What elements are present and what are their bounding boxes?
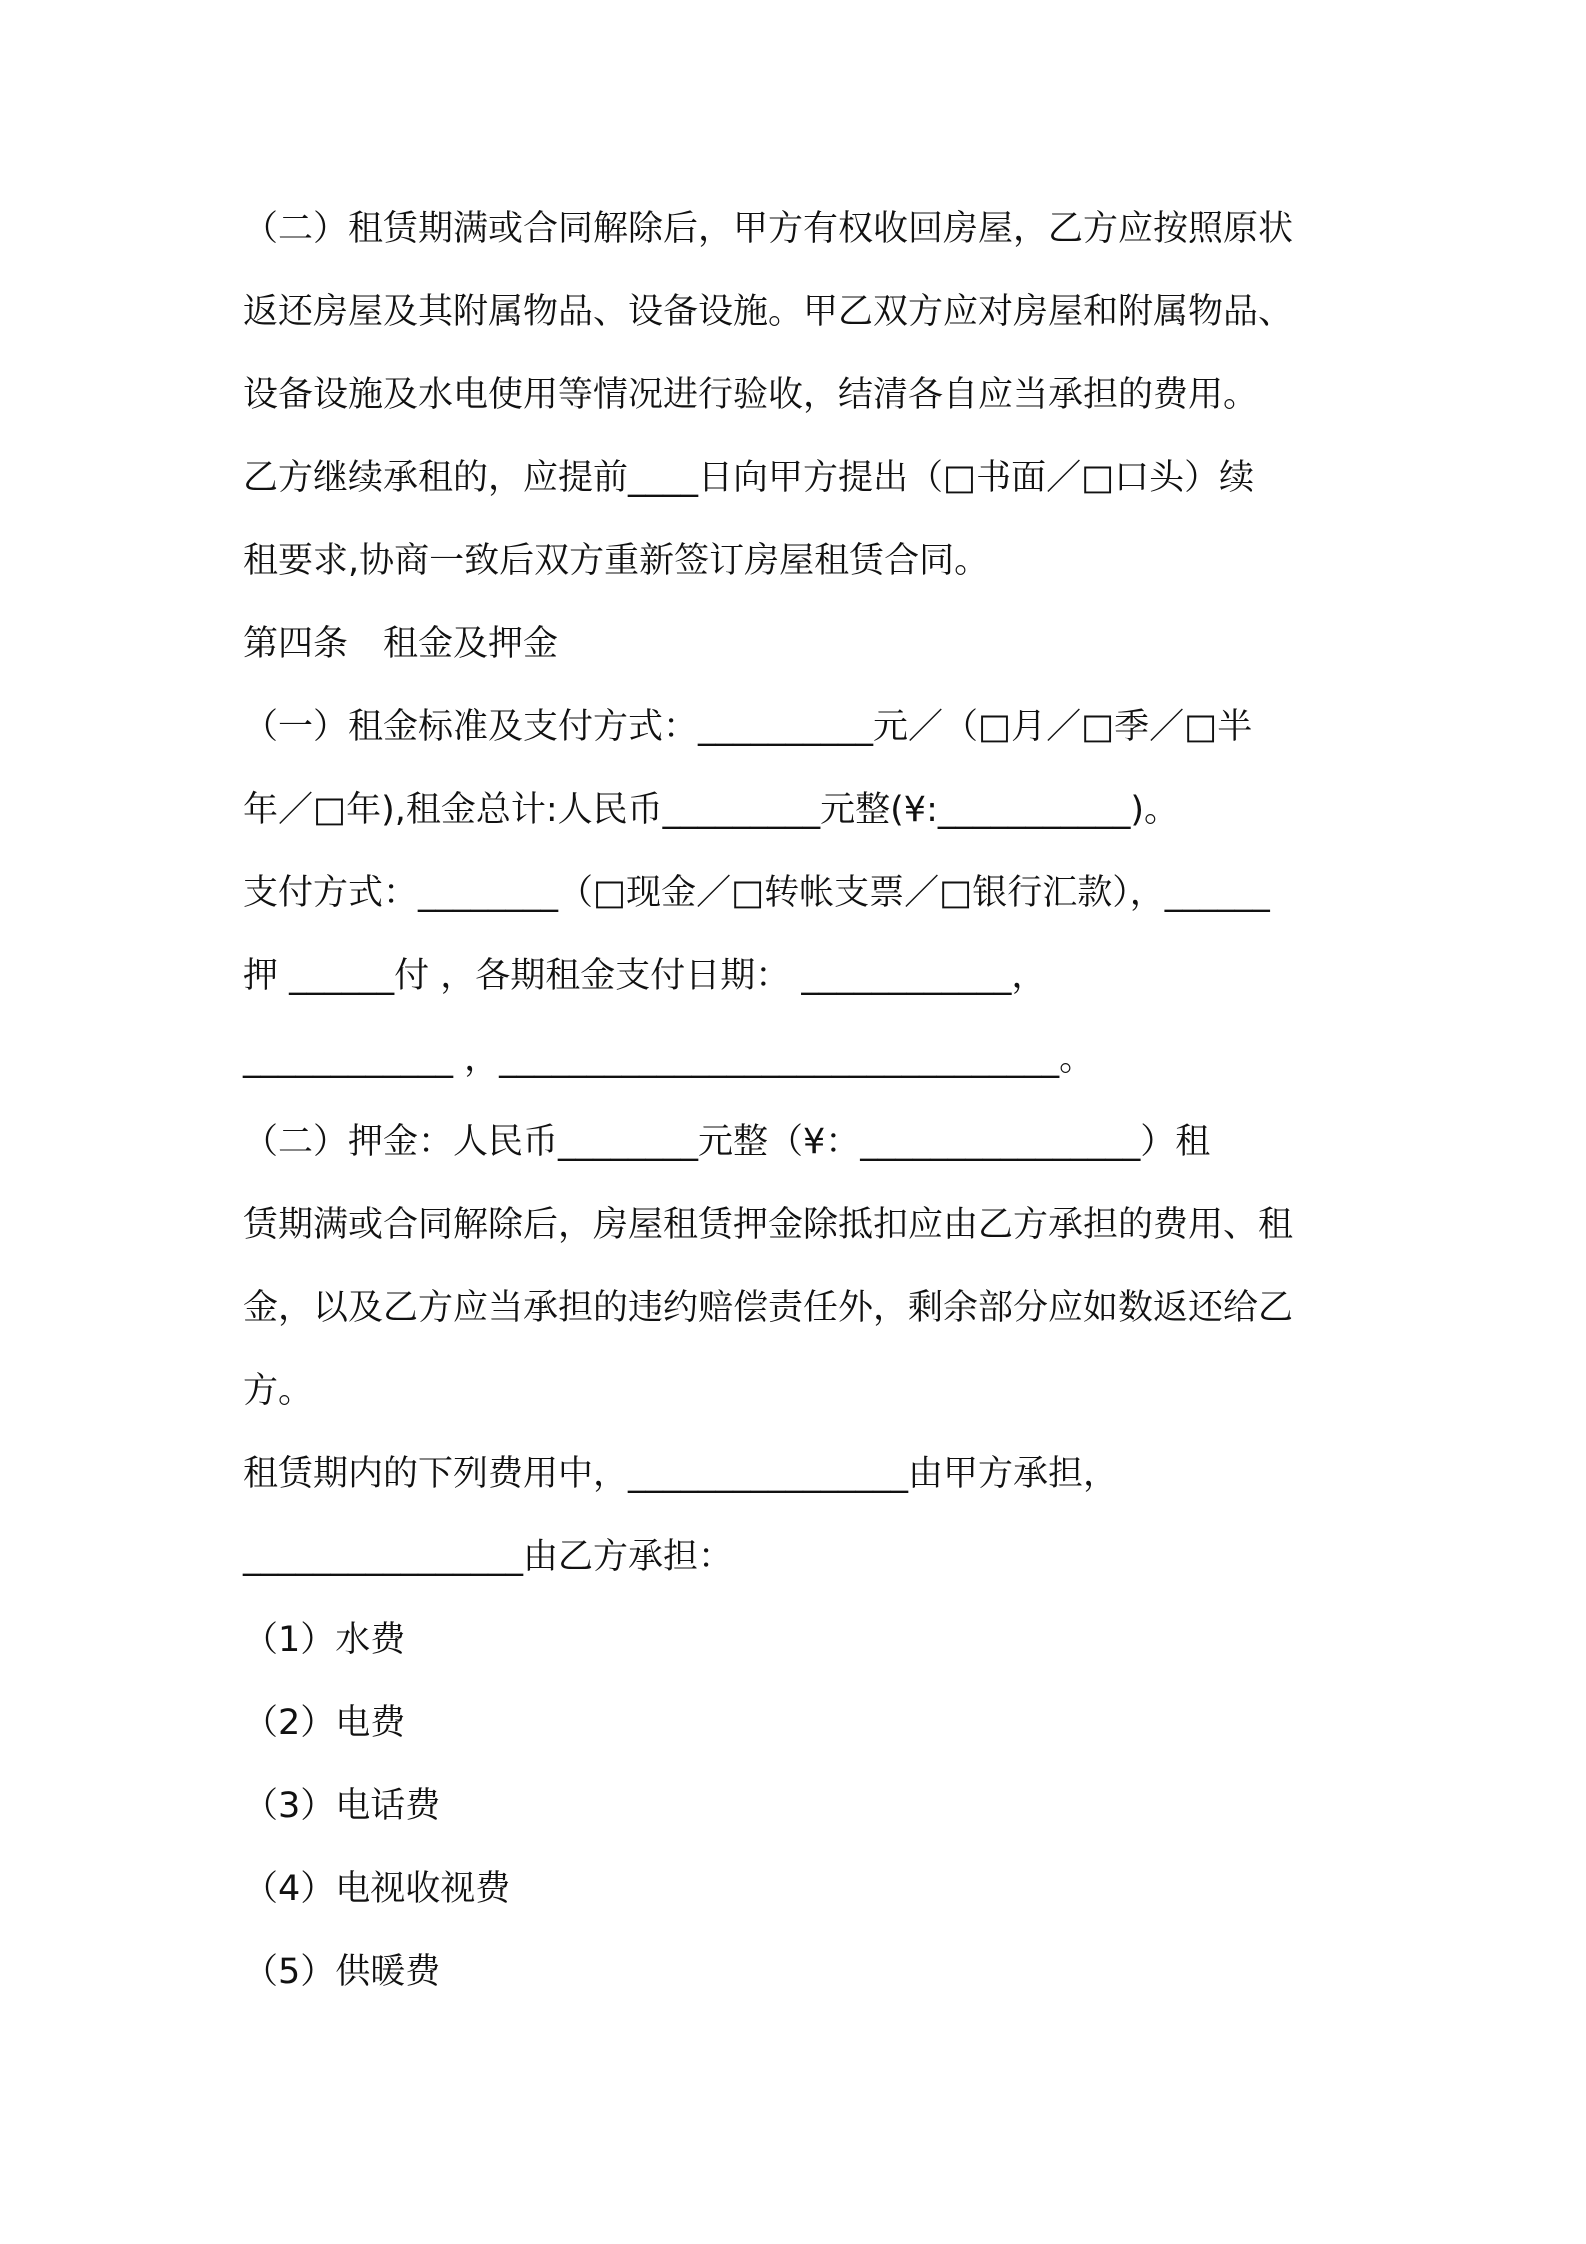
text-line: ________________由乙方承担：	[243, 1537, 734, 1577]
text-line: ____________ ，________________________________。	[243, 1039, 1095, 1079]
section-heading: 第四条 租金及押金	[243, 624, 559, 664]
text-line: 支付方式：________（□现金／□转帐支票／□银行汇款），______	[243, 873, 1270, 913]
text-line: （一）租金标准及支付方式：__________元／（□月／□季／□半	[243, 707, 1253, 747]
text-line: 年／□年),租金总计:人民币_________元整(¥:___________)。	[243, 790, 1180, 830]
text-line: 金，以及乙方应当承担的违约赔偿责任外，剩余部分应如数返还给乙	[243, 1288, 1294, 1328]
list-item: （4）电视收视费	[243, 1869, 511, 1909]
text-line: （二）押金：人民币________元整（¥：________________）租	[243, 1122, 1211, 1162]
text-line: （二）租赁期满或合同解除后，甲方有权收回房屋，乙方应按照原状	[243, 209, 1294, 249]
text-line: 租赁期内的下列费用中，________________由甲方承担，	[243, 1454, 1119, 1494]
text-line: 乙方继续承租的，应提前____日向甲方提出（□书面／□口头）续	[243, 458, 1255, 498]
text-line: 租要求,协商一致后双方重新签订房屋租赁合同。	[243, 541, 990, 581]
list-item: （5）供暖费	[243, 1952, 441, 1992]
text-line: 设备设施及水电使用等情况进行验收，结清各自应当承担的费用。	[243, 375, 1259, 415]
list-item: （1）水费	[243, 1620, 406, 1660]
text-line: 赁期满或合同解除后，房屋租赁押金除抵扣应由乙方承担的费用、租	[243, 1205, 1294, 1245]
list-item: （2）电费	[243, 1703, 406, 1743]
text-line: 返还房屋及其附属物品、设备设施。甲乙双方应对房屋和附属物品、	[243, 292, 1294, 332]
text-line: 方。	[243, 1371, 314, 1411]
list-item: （3）电话费	[243, 1786, 441, 1826]
text-line: 押 ______付 ，各期租金支付日期： ____________，	[243, 956, 1047, 996]
